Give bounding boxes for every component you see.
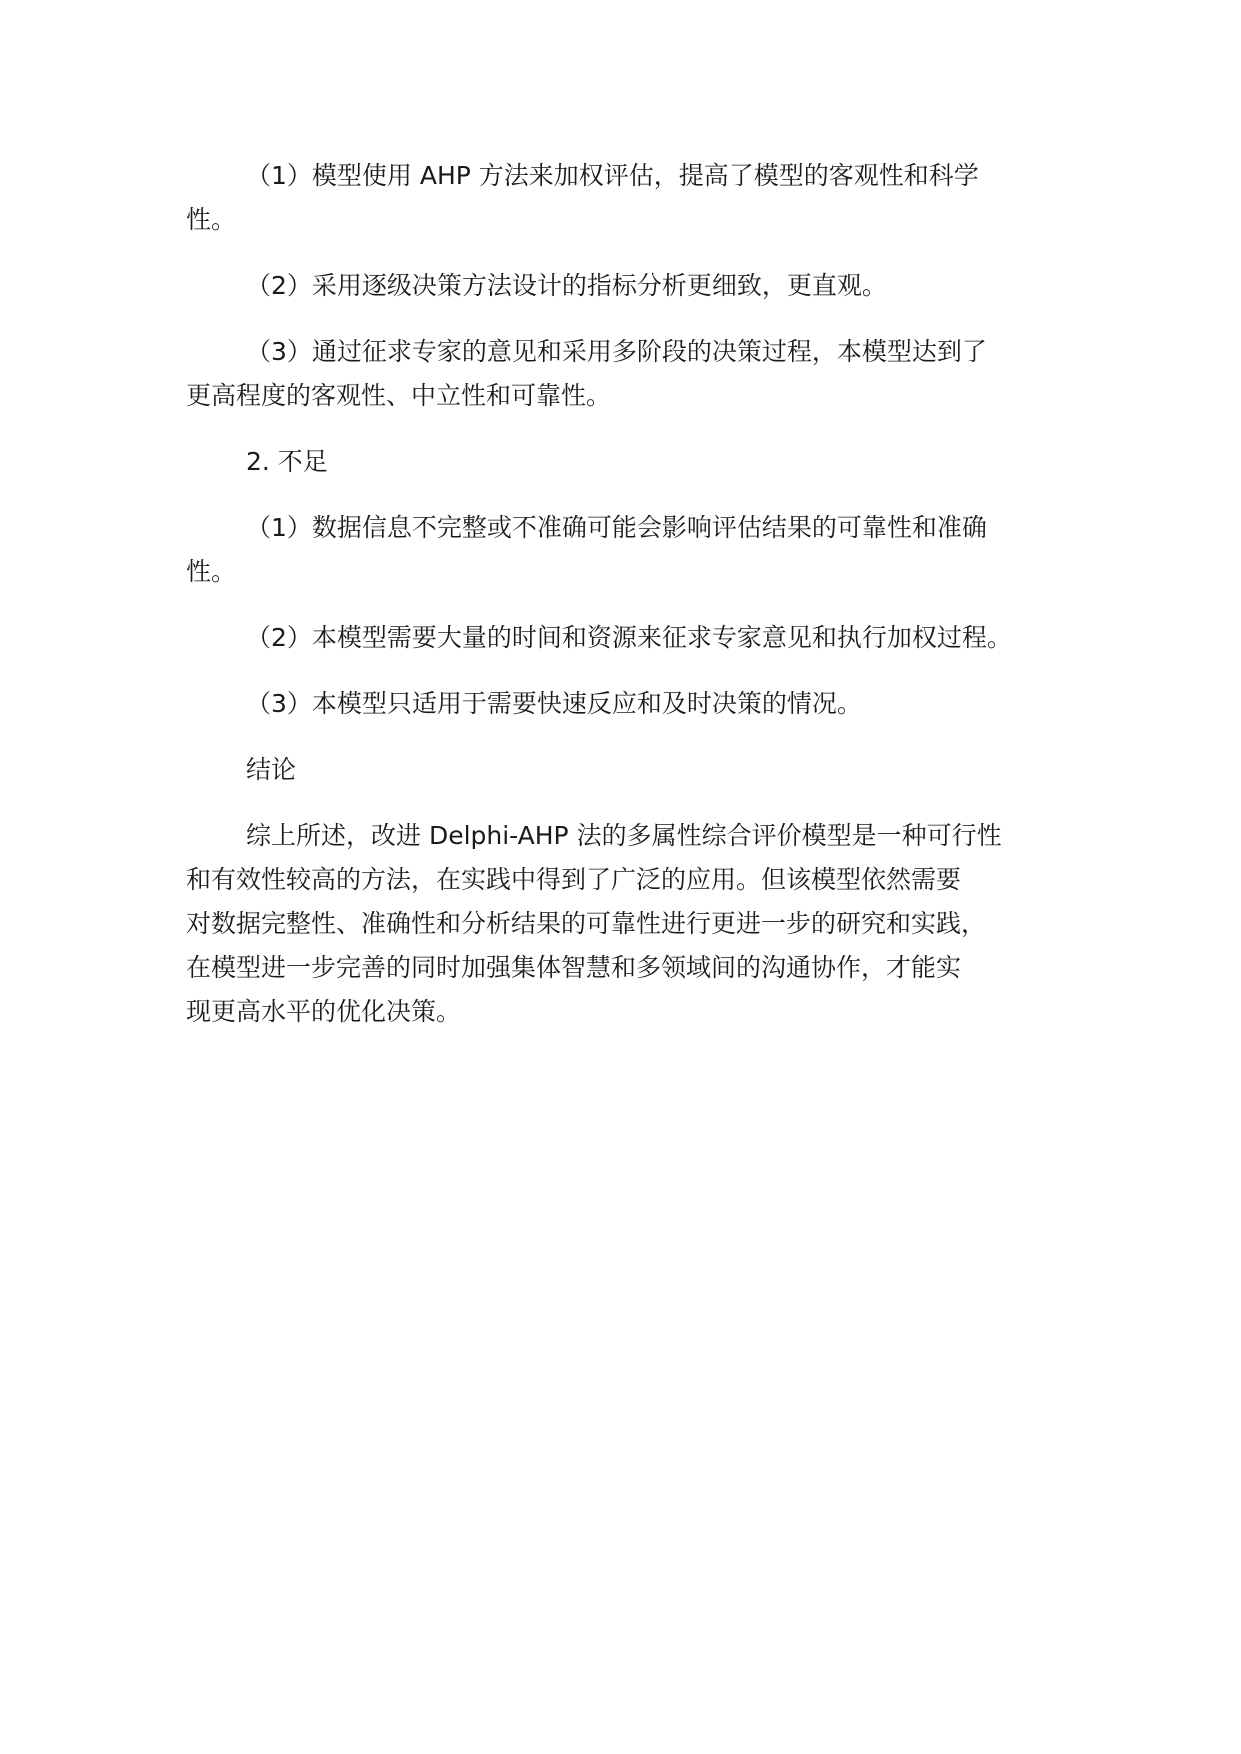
paragraph-line: （2）本模型需要大量的时间和资源来征求专家意见和执行加权过程。 (246, 623, 1012, 652)
shortcomings-heading-block (186, 440, 1086, 484)
paragraph-line: （1）数据信息不完整或不准确可能会影响评估结果的可靠性和准确 (246, 513, 987, 542)
document-body (186, 154, 1086, 1034)
section-heading: 结论 (246, 755, 297, 784)
advantage-item-3 (186, 330, 1086, 418)
paragraph-line: （3）本模型只适用于需要快速反应和及时决策的情况。 (246, 689, 862, 718)
advantage-item-2 (186, 264, 1086, 308)
paragraph-line: 综上所述，改进 Delphi-AHP 法的多属性综合评价模型是一种可行性 (246, 821, 1002, 850)
paragraph-line: 和有效性较高的方法，在实践中得到了广泛的应用。但该模型依然需要 (186, 865, 962, 894)
conclusion-heading-block (186, 748, 1086, 792)
shortcoming-item-1 (186, 506, 1086, 594)
advantage-item-1 (186, 154, 1086, 242)
conclusion-paragraph (186, 814, 1086, 1034)
shortcoming-item-2 (186, 616, 1086, 660)
paragraph-line: 在模型进一步完善的同时加强集体智慧和多领域间的沟通协作，才能实 (186, 953, 962, 982)
paragraph-line: （1）模型使用 AHP 方法来加权评估，提高了模型的客观性和科学 (246, 161, 979, 190)
paragraph-line: 对数据完整性、准确性和分析结果的可靠性进行更进一步的研究和实践， (186, 909, 987, 938)
paragraph-line: 性。 (186, 205, 237, 234)
paragraph-line: 性。 (186, 557, 237, 586)
paragraph-line: （3）通过征求专家的意见和采用多阶段的决策过程，本模型达到了 (246, 337, 987, 366)
paragraph-line: 更高程度的客观性、中立性和可靠性。 (186, 381, 612, 410)
section-heading: 2. 不足 (246, 447, 328, 476)
shortcoming-item-3 (186, 682, 1086, 726)
paragraph-line: （2）采用逐级决策方法设计的指标分析更细致，更直观。 (246, 271, 887, 300)
paragraph-line: 现更高水平的优化决策。 (186, 997, 462, 1026)
